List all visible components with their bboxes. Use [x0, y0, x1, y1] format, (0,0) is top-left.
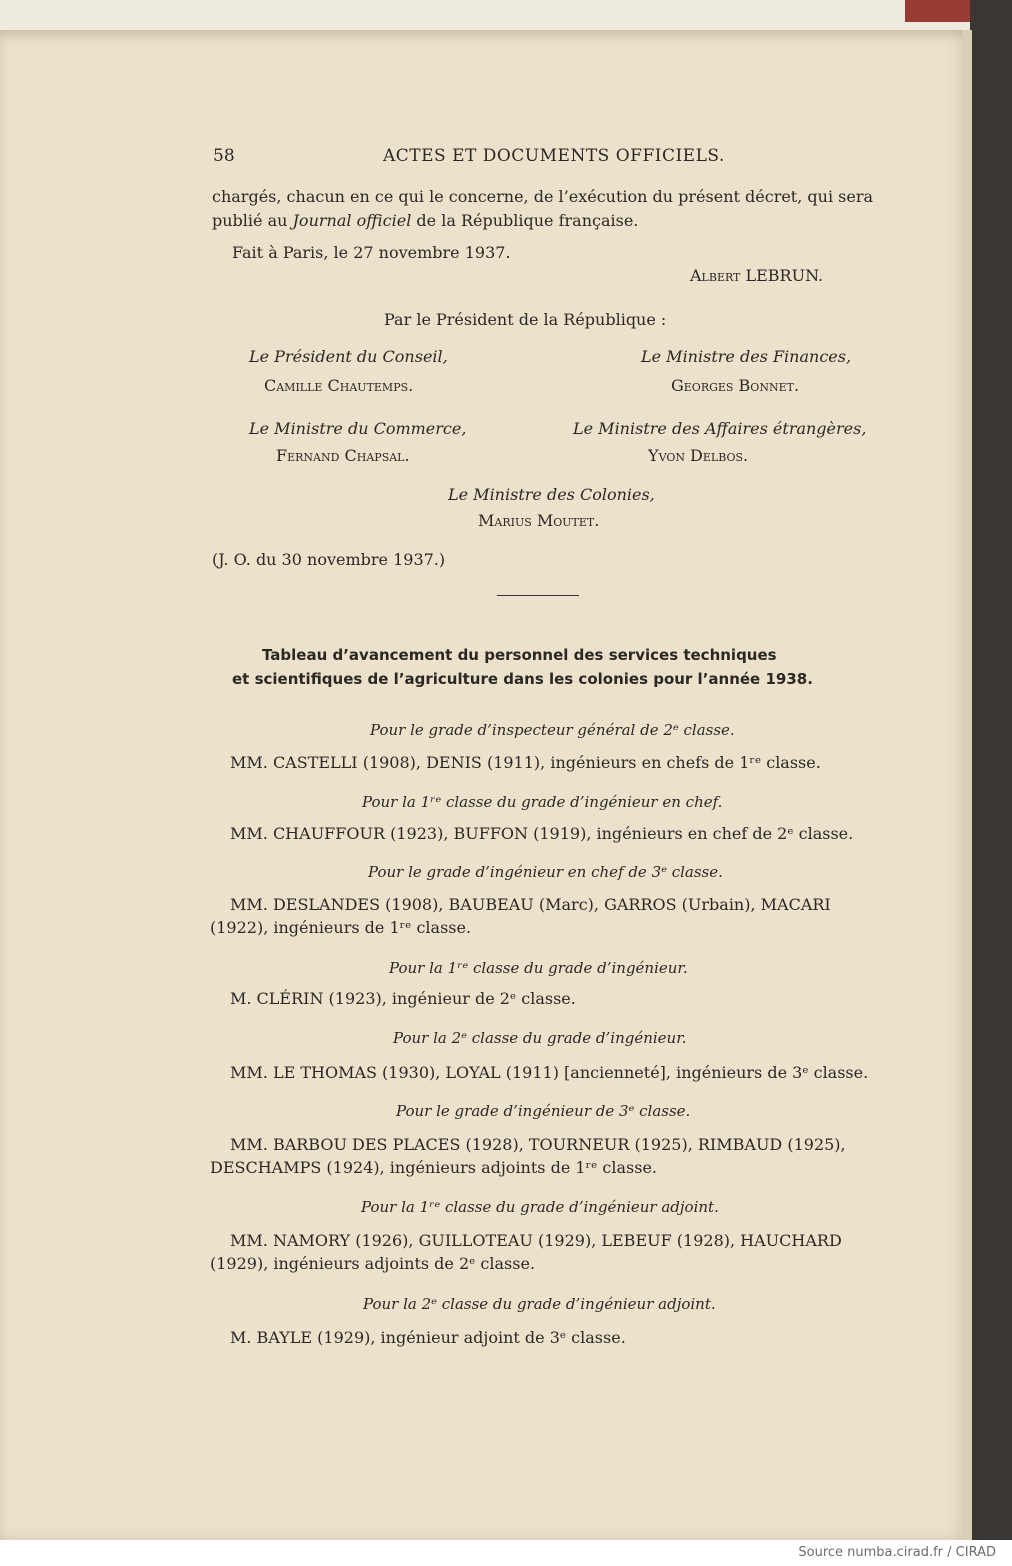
section-entry: M. BAYLE (1929), ingénieur adjoint de 3ᵉ classe. — [230, 1328, 626, 1347]
section-entry: M. CLÉRIN (1923), ingénieur de 2ᵉ classe. — [230, 989, 576, 1008]
signatory-name: Fernand Chapsal. — [276, 446, 410, 465]
signatory-name: Marius Moutet. — [478, 511, 600, 530]
signatory-name: Georges Bonnet. — [671, 376, 800, 395]
source-credit: Source numba.cirad.fr / CIRAD — [798, 1545, 996, 1560]
signatory-role: Le Ministre des Colonies, — [448, 485, 655, 504]
journal-officiel-reference: (J. O. du 30 novembre 1937.) — [212, 550, 446, 569]
section-heading: Pour le grade d’ingénieur de 3ᵉ classe. — [396, 1102, 691, 1120]
section-heading: Pour le grade d’inspecteur général de 2ᵉ classe. — [370, 721, 735, 739]
signatory-role: Le Ministre des Finances, — [641, 347, 852, 366]
section-heading: Pour la 2ᵉ classe du grade d’ingénieur adjoint. — [363, 1295, 716, 1313]
section-entry: (1929), ingénieurs adjoints de 2ᵉ classe. — [210, 1254, 536, 1273]
signatory-role: Le Ministre des Affaires étrangères, — [573, 419, 867, 438]
source-footer — [0, 1540, 1012, 1566]
section-heading: Pour la 2ᵉ classe du grade d’ingénieur. — [393, 1029, 687, 1047]
signatory-name: Yvon Delbos. — [648, 446, 749, 465]
table-title-line-2: et scientifiques de l’agriculture dans les colonies pour l’année 1938. — [232, 670, 813, 688]
page-edge — [962, 30, 972, 1542]
section-heading: Pour la 1ʳᵉ classe du grade d’ingénieur. — [389, 959, 688, 977]
section-entry: MM. NAMORY (1926), GUILLOTEAU (1929), LEBEUF (1928), HAUCHARD — [230, 1231, 842, 1250]
section-entry: (1922), ingénieurs de 1ʳᵉ classe. — [210, 918, 472, 937]
section-entry: MM. CHAUFFOUR (1923), BUFFON (1919), ingénieurs en chef de 2ᵉ classe. — [230, 824, 854, 843]
section-entry: MM. CASTELLI (1908), DENIS (1911), ingénieurs en chefs de 1ʳᵉ classe. — [230, 753, 821, 772]
decree-line-2: publié au Journal officiel de la République française. — [212, 211, 639, 230]
signatory-name: Camille Chautemps. — [264, 376, 414, 395]
decree-signature: Albert LEBRUN. — [690, 266, 824, 285]
section-entry: MM. DESLANDES (1908), BAUBEAU (Marc), GARROS (Urbain), MACARI — [230, 895, 831, 914]
by-president: Par le Président de la République : — [384, 310, 667, 329]
decree-line-1: chargés, chacun en ce qui le concerne, de l’exécution du présent décret, qui sera — [212, 187, 874, 206]
section-entry: MM. LE THOMAS (1930), LOYAL (1911) [ancienneté], ingénieurs de 3ᵉ classe. — [230, 1063, 869, 1082]
signatory-role: Le Président du Conseil, — [249, 347, 448, 366]
section-heading: Pour le grade d’ingénieur en chef de 3ᵉ classe. — [368, 863, 723, 881]
table-title-line-1: Tableau d’avancement du personnel des services techniques — [262, 646, 777, 664]
signatory-role: Le Ministre du Commerce, — [249, 419, 467, 438]
scan-background-top — [0, 0, 1012, 34]
page-number: 58 — [213, 146, 235, 166]
scan-background-right — [970, 0, 1012, 1540]
section-entry: MM. BARBOU DES PLACES (1928), TOURNEUR (1925), RIMBAUD (1925), — [230, 1135, 846, 1154]
section-heading: Pour la 1ʳᵉ classe du grade d’ingénieur en chef. — [362, 793, 723, 811]
section-heading: Pour la 1ʳᵉ classe du grade d’ingénieur adjoint. — [361, 1198, 719, 1216]
separator-rule — [497, 595, 579, 596]
running-title: ACTES ET DOCUMENTS OFFICIELS. — [383, 146, 725, 166]
ribbon-bookmark — [905, 0, 975, 22]
section-entry: DESCHAMPS (1924), ingénieurs adjoints de 1ʳᵉ classe. — [210, 1158, 657, 1177]
decree-date: Fait à Paris, le 27 novembre 1937. — [232, 243, 511, 262]
